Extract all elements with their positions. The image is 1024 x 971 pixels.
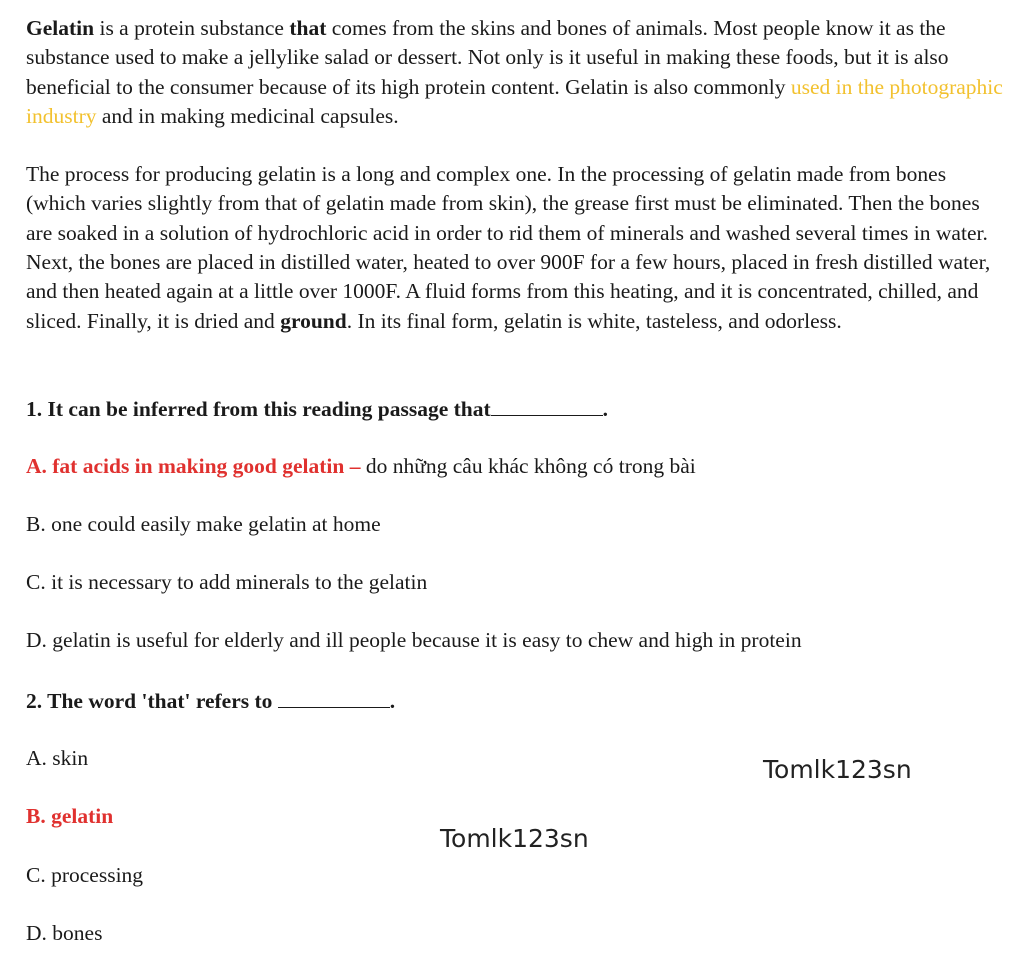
passage-keyword-ground: ground (280, 308, 347, 333)
reading-passage (26, 14, 1006, 336)
question-1-prompt: 1. It can be inferred from this reading passage that (26, 397, 491, 421)
q1-option-a-text: A. fat acids in making good gelatin (26, 454, 345, 478)
q2-option-a (26, 744, 88, 772)
passage-text: is a protein substance (94, 16, 290, 40)
question-2-prompt: 2. The word 'that' refers to (26, 689, 278, 713)
q1-option-d-text: D. gelatin is useful for elderly and ill people because it is easy to chew and high in protein (26, 628, 802, 652)
q1-option-c-text: C. it is necessary to add minerals to the gelatin (26, 570, 428, 594)
passage-text: . In its final form, gelatin is white, tasteless, and odorless. (346, 308, 842, 333)
q2-option-a-text: A. skin (26, 746, 89, 770)
passage-text: and in making medicinal capsules. (96, 103, 399, 128)
passage-text: The process for producing gelatin is a long and complex one. In the processing of gelatin made from bones (which varies slightly from that of gelatin made from skin), the grease first must be eliminated. Then the bones are soaked in a solution of hydrochloric acid in order to rid them of minerals and washed several times in water. Next, the bones are placed in distilled water, heated to over 900F for a few hours, placed in fresh distilled water, and then heated again at a little over 1000F. A fluid forms from this heating, and it is concentrated, chilled, and sliced. Finally, it is dried and (26, 162, 991, 333)
passage-keyword-that: that (289, 16, 327, 40)
highlighted-phrase: used in the photographic industry (26, 74, 1003, 128)
question-2-end: . (389, 689, 396, 713)
q1-option-b-text: B. one could easily make gelatin at home (26, 512, 381, 536)
q1-option-b (26, 510, 381, 538)
passage-text: comes from the skins and bones of animals. Most people know it as the substance used to make a jellylike salad or dessert. Not only is it useful in making these foods, but it is also beneficial to the consumer because of its high protein content. Gelatin is also commonly (26, 16, 949, 99)
q2-option-b-text: B. gelatin (26, 804, 114, 828)
q2-option-d-text: D. bones (26, 921, 103, 945)
question-2 (26, 685, 395, 715)
q1-option-d (26, 626, 802, 654)
answer-blank (491, 393, 603, 416)
q2-option-c (26, 861, 143, 889)
passage-paragraph-1 (26, 14, 1006, 131)
q1-option-c (26, 568, 427, 596)
passage-paragraph-2 (26, 160, 1006, 336)
question-1 (26, 393, 608, 423)
watermark-2: Tomlk123sn (440, 824, 589, 853)
answer-blank (278, 685, 390, 708)
q2-option-b (26, 802, 113, 830)
q1-option-a-note: do những câu khác không có trong bài (365, 454, 696, 478)
question-1-end: . (602, 397, 609, 421)
passage-keyword-gelatin: Gelatin (26, 16, 95, 40)
q1-option-a-dash: – (344, 454, 366, 478)
q2-option-d (26, 919, 102, 947)
q2-option-c-text: C. processing (26, 863, 144, 887)
watermark-1: Tomlk123sn (763, 755, 912, 784)
q1-option-a (26, 452, 696, 480)
